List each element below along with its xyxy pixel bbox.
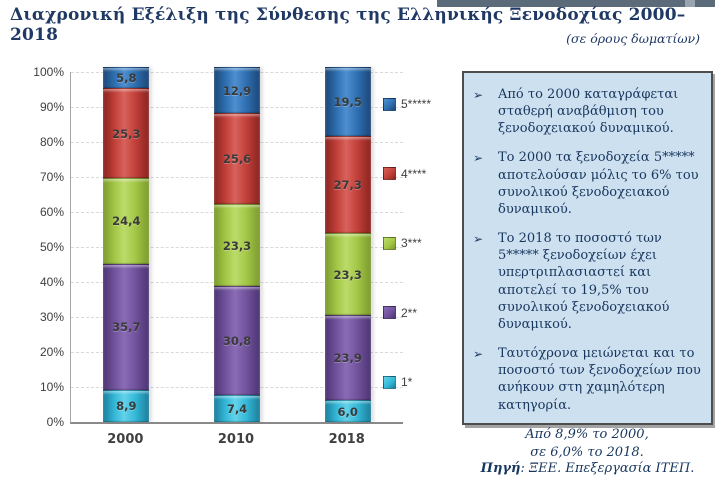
note-highlight-line: Από 8,9% το 2000,	[525, 426, 649, 442]
bullet-arrow-icon: ➢	[473, 232, 484, 247]
legend-label: 3***	[401, 236, 422, 250]
note-bullet-text: Το 2018 το ποσοστό των 5***** ξενοδοχείων έχει υπερτριπλασιαστεί και αποτελεί το 19,5% του συνολικού ξενοδοχειακού δυναμικού.	[498, 231, 670, 332]
legend-label: 1*	[401, 375, 413, 389]
bar-segment-5*****	[214, 67, 260, 113]
y-axis-tick-label: 80%	[39, 135, 64, 149]
segment-value-label: 25,3	[112, 126, 141, 141]
legend-item-5*****	[383, 97, 453, 111]
legend-label: 2**	[401, 305, 418, 320]
segment-value-label: 5,8	[116, 71, 137, 86]
bar-segment-1*	[103, 390, 149, 422]
bar-segment-3***	[214, 204, 260, 287]
segment-value-label: 23,9	[333, 351, 362, 366]
note-bullet-text: Το 2000 τα ξενοδοχεία 5***** αποτελούσαν μόλις το 6% του συνολικού ξενοδοχειακού δυναμικού.	[498, 150, 699, 217]
legend-swatch-icon	[383, 306, 396, 319]
segment-value-label: 23,3	[333, 267, 362, 282]
segment-value-label: 24,4	[112, 214, 141, 229]
bar-segment-5*****	[103, 67, 149, 88]
bullet-arrow-icon: ➢	[473, 151, 484, 166]
y-axis-tick-label: 60%	[39, 205, 64, 219]
x-axis-category-label: 2018	[328, 432, 365, 447]
bar-segment-4****	[103, 88, 149, 177]
segment-value-label: 12,9	[222, 83, 252, 98]
note-bullet	[473, 86, 701, 137]
bar-segment-4****	[325, 136, 371, 233]
source-line	[462, 461, 713, 476]
legend-item-1*	[383, 375, 453, 389]
segment-value-label: 30,8	[222, 334, 252, 349]
y-axis-tick-label: 20%	[39, 345, 64, 359]
legend-item-2**	[383, 306, 453, 320]
stacked-bar-2000	[103, 67, 149, 422]
bar-segment-1*	[214, 395, 260, 422]
note-bullet-text: Από το 2000 καταγράφεται σταθερή αναβάθμιση του ξενοδοχειακού δυναμικού.	[498, 87, 679, 137]
bar-segment-3***	[103, 178, 149, 264]
chart-legend	[383, 97, 453, 389]
y-axis-tick-label: 40%	[39, 275, 64, 289]
segment-value-label: 6,0	[337, 404, 358, 419]
segment-value-label: 7,4	[226, 402, 248, 417]
bar-segment-5*****	[325, 67, 371, 136]
source-label: Πηγή	[480, 461, 521, 476]
source-text: : ΞΕΕ. Επεξεργασία ΙΤΕΠ.	[520, 461, 695, 476]
segment-value-label: 19,5	[333, 95, 362, 110]
bar-segment-1*	[325, 400, 371, 422]
notes-box	[462, 71, 713, 460]
y-axis-tick-label: 90%	[39, 100, 64, 114]
segment-value-label: 8,9	[116, 399, 137, 414]
segment-value-label: 25,6	[222, 151, 252, 166]
legend-item-4****	[383, 167, 453, 181]
bullet-arrow-icon: ➢	[473, 347, 484, 362]
legend-swatch-icon	[383, 167, 396, 180]
note-bullet	[473, 149, 701, 218]
note-highlight-line: σε 6,0% το 2018.	[530, 444, 644, 460]
segment-value-label: 35,7	[112, 320, 141, 335]
y-axis-tick-label: 50%	[39, 240, 64, 254]
legend-label: 4****	[401, 166, 427, 181]
x-axis-category-label: 2000	[107, 432, 144, 447]
bullet-arrow-icon: ➢	[473, 88, 484, 102]
legend-item-3***	[383, 236, 453, 250]
bar-segment-2**	[325, 315, 371, 400]
legend-swatch-icon	[383, 237, 396, 250]
legend-swatch-icon	[383, 376, 396, 389]
legend-swatch-icon	[383, 98, 396, 111]
stacked-bar-2018	[325, 67, 371, 422]
note-bullet-text: Ταυτόχρονα μειώνεται και το ποσοστό των ξενοδοχείων που ανήκουν στη χαμηλότερη κατηγορία.	[498, 346, 701, 413]
segment-value-label: 27,3	[333, 178, 362, 193]
bar-segment-2**	[103, 264, 149, 390]
y-axis-tick-label: 10%	[39, 380, 64, 394]
stacked-bar-2010	[214, 67, 260, 422]
x-axis-category-label: 2010	[217, 432, 255, 447]
plot-area	[70, 72, 403, 424]
y-axis-tick-label: 0%	[46, 415, 64, 429]
note-bullet	[473, 345, 701, 414]
y-axis-tick-label: 30%	[39, 310, 64, 324]
note-bullet	[473, 230, 701, 333]
bar-segment-3***	[325, 233, 371, 316]
segment-value-label: 23,3	[222, 238, 252, 253]
legend-label: 5*****	[401, 97, 432, 111]
y-axis-tick-label: 100%	[33, 65, 64, 79]
bar-segment-2**	[214, 286, 260, 395]
bar-segment-4****	[214, 113, 260, 204]
stacked-bar-chart	[0, 60, 460, 465]
page-title: Διαχρονική Εξέλιξη της Σύνθεσης της Ελληνικής Ξενοδοχίας 2000– 2018	[10, 5, 686, 45]
y-axis-tick-label: 70%	[39, 170, 64, 184]
page-subtitle: (σε όρους δωματίων)	[566, 31, 700, 46]
